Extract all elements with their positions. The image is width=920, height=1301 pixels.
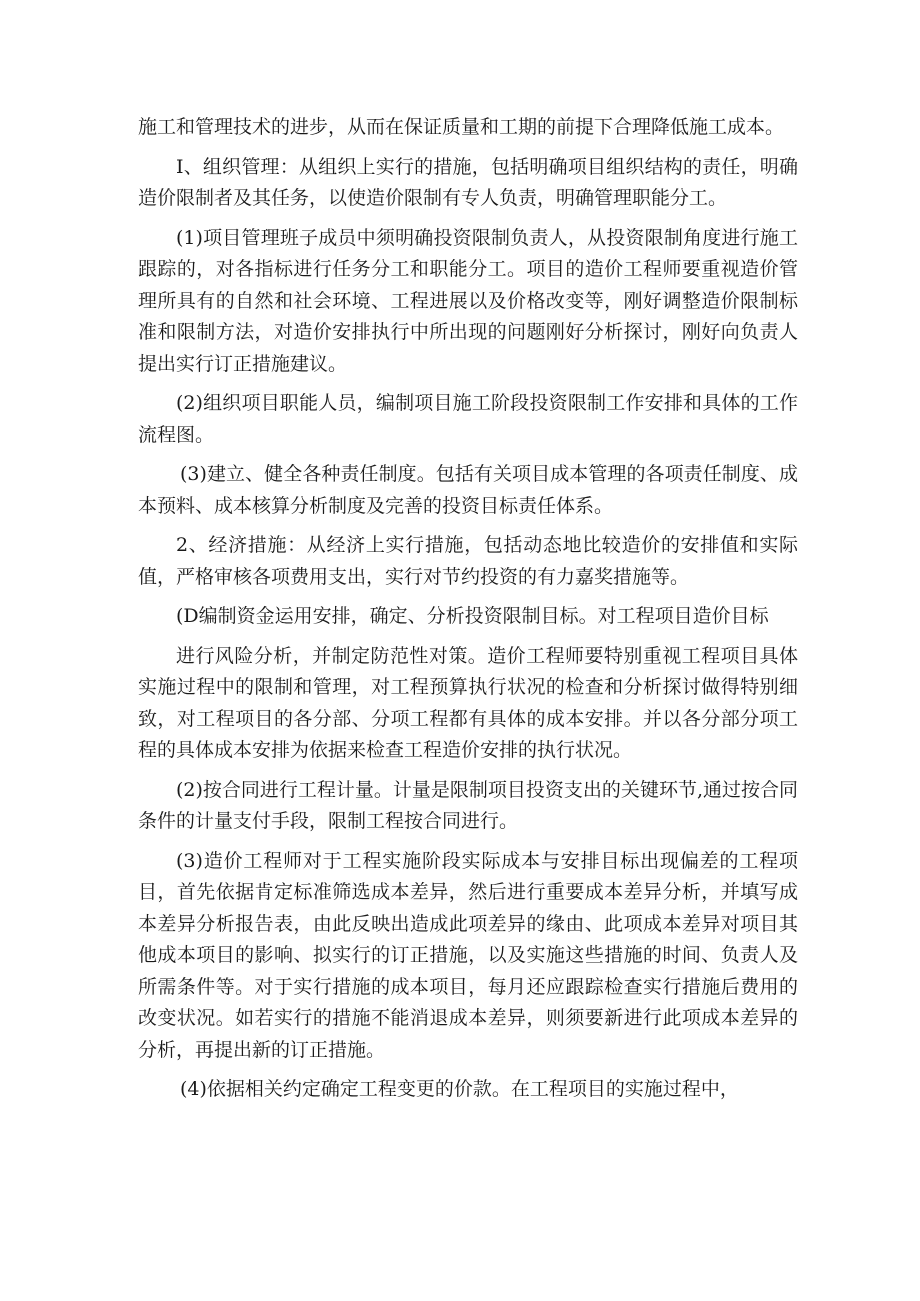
paragraph-item-2: (2)组织项目职能人员，编制项目施工阶段投资限制工作安排和具体的工作流程图。	[138, 392, 798, 446]
paragraph-item-1: (1)项目管理班子成员中须明确投资限制负责人，从投资限制角度进行施工跟踪的，对各指标进行任务分工和职能分工。项目的造价工程师要重视造价管理所具有的自然和社会环境、工程进展以及价格改变等，刚好调整造价限制标准和限制方法，对造价安排执行中所出现的问题刚好分析探讨，刚好向负责人提出实行订正措施建议。	[138, 226, 798, 375]
paragraph-economic-measures: 2、经济措施：从经济上实行措施，包括动态地比较造价的安排值和实际值，严格审核各项费用支出，实行对节约投资的有力嘉奖措施等。	[138, 534, 798, 588]
paragraph-economic-item-1: (D编制资金运用安排，确定、分析投资限制目标。对工程项目造价目标	[176, 605, 769, 627]
paragraph-organizational-management: I、组织管理：从组织上实行的措施，包括明确项目组织结构的责任，明确造价限制者及其任务，以使造价限制有专人负责，明确管理职能分工。	[138, 155, 798, 209]
paragraph-economic-item-4: (4)依据相关约定确定工程变更的价款。在工程项目的实施过程中，	[180, 1078, 739, 1100]
document-body	[138, 112, 798, 1114]
paragraph-item-3: (3)建立、健全各种责任制度。包括有关项目成本管理的各项责任制度、成本预料、成本核算分析制度及完善的投资目标责任体系。	[138, 463, 798, 517]
paragraph-economic-item-2: (2)按合同进行工程计量。计量是限制项目投资支出的关键环节,通过按合同条件的计量支付手段，限制工程按合同进行。	[138, 778, 798, 832]
paragraph-risk-analysis: 进行风险分析，并制定防范性对策。造价工程师要特别重视工程项目具体实施过程中的限制和管理，对工程预算执行状况的检查和分析探讨做得特别细致，对工程项目的各分部、分项工程都有具体的成本安排。并以各分部分项工程的具体成本安排为依据来检查工程造价安排的执行状况。	[138, 644, 798, 761]
paragraph-continuation: 施工和管理技术的进步，从而在保证质量和工期的前提下合理降低施工成本。	[138, 116, 785, 138]
paragraph-economic-item-3: (3)造价工程师对于工程实施阶段实际成本与安排目标出现偏差的工程项目，首先依据肯定标准筛选成本差异，然后进行重要成本差异分析，并填写成本差异分析报告表，由此反映出造成此项差异的缘由、此项成本差异对项目其他成本项目的影响、拟实行的订正措施，以及实施这些措施的时间、负责人及所需条件等。对于实行措施的成本项目，每月还应跟踪检查实行措施后费用的改变状况。如若实行的措施不能消退成本差异，则须要新进行此项成本差异的分析，再提出新的订正措施。	[138, 849, 798, 1061]
